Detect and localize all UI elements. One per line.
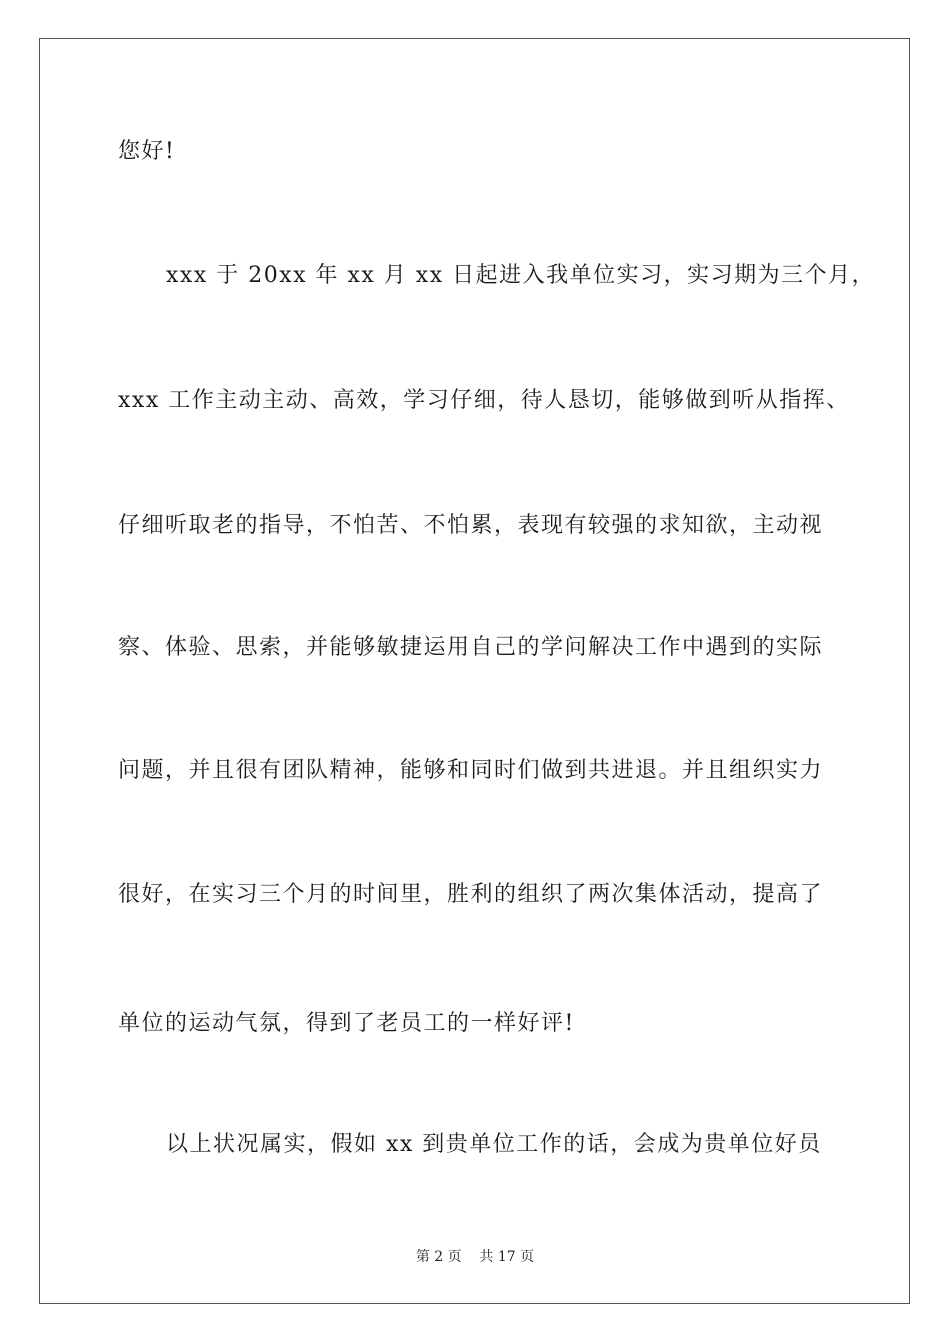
page-frame (39, 38, 910, 1304)
paragraph-line-1: xxx 于 20xx 年 xx 月 xx 日起进入我单位实习，实习期为三个月， (166, 263, 876, 288)
page-number: 第 2 页 共 17 页 (415, 1249, 535, 1265)
paragraph-line-7: 单位的运动气氛，得到了老员工的一样好评! (118, 1011, 575, 1036)
salutation: 您好! (118, 139, 176, 164)
paragraph-line-5: 问题，并且很有团队精神，能够和同时们做到共进退。并且组织实力 (118, 758, 824, 783)
paragraph-line-2: xxx 工作主动主动、高效，学习仔细，待人恳切，能够做到听从指挥、 (118, 388, 850, 413)
paragraph-2-line-1: 以上状况属实，假如 xx 到贵单位工作的话，会成为贵单位好员 (166, 1132, 822, 1157)
paragraph-line-3: 仔细听取老的指导，不怕苦、不怕累，表现有较强的求知欲，主动视 (118, 513, 824, 538)
paragraph-line-6: 很好，在实习三个月的时间里，胜利的组织了两次集体活动，提高了 (118, 882, 824, 907)
paragraph-line-4: 察、体验、思索，并能够敏捷运用自己的学问解决工作中遇到的实际 (118, 635, 824, 660)
